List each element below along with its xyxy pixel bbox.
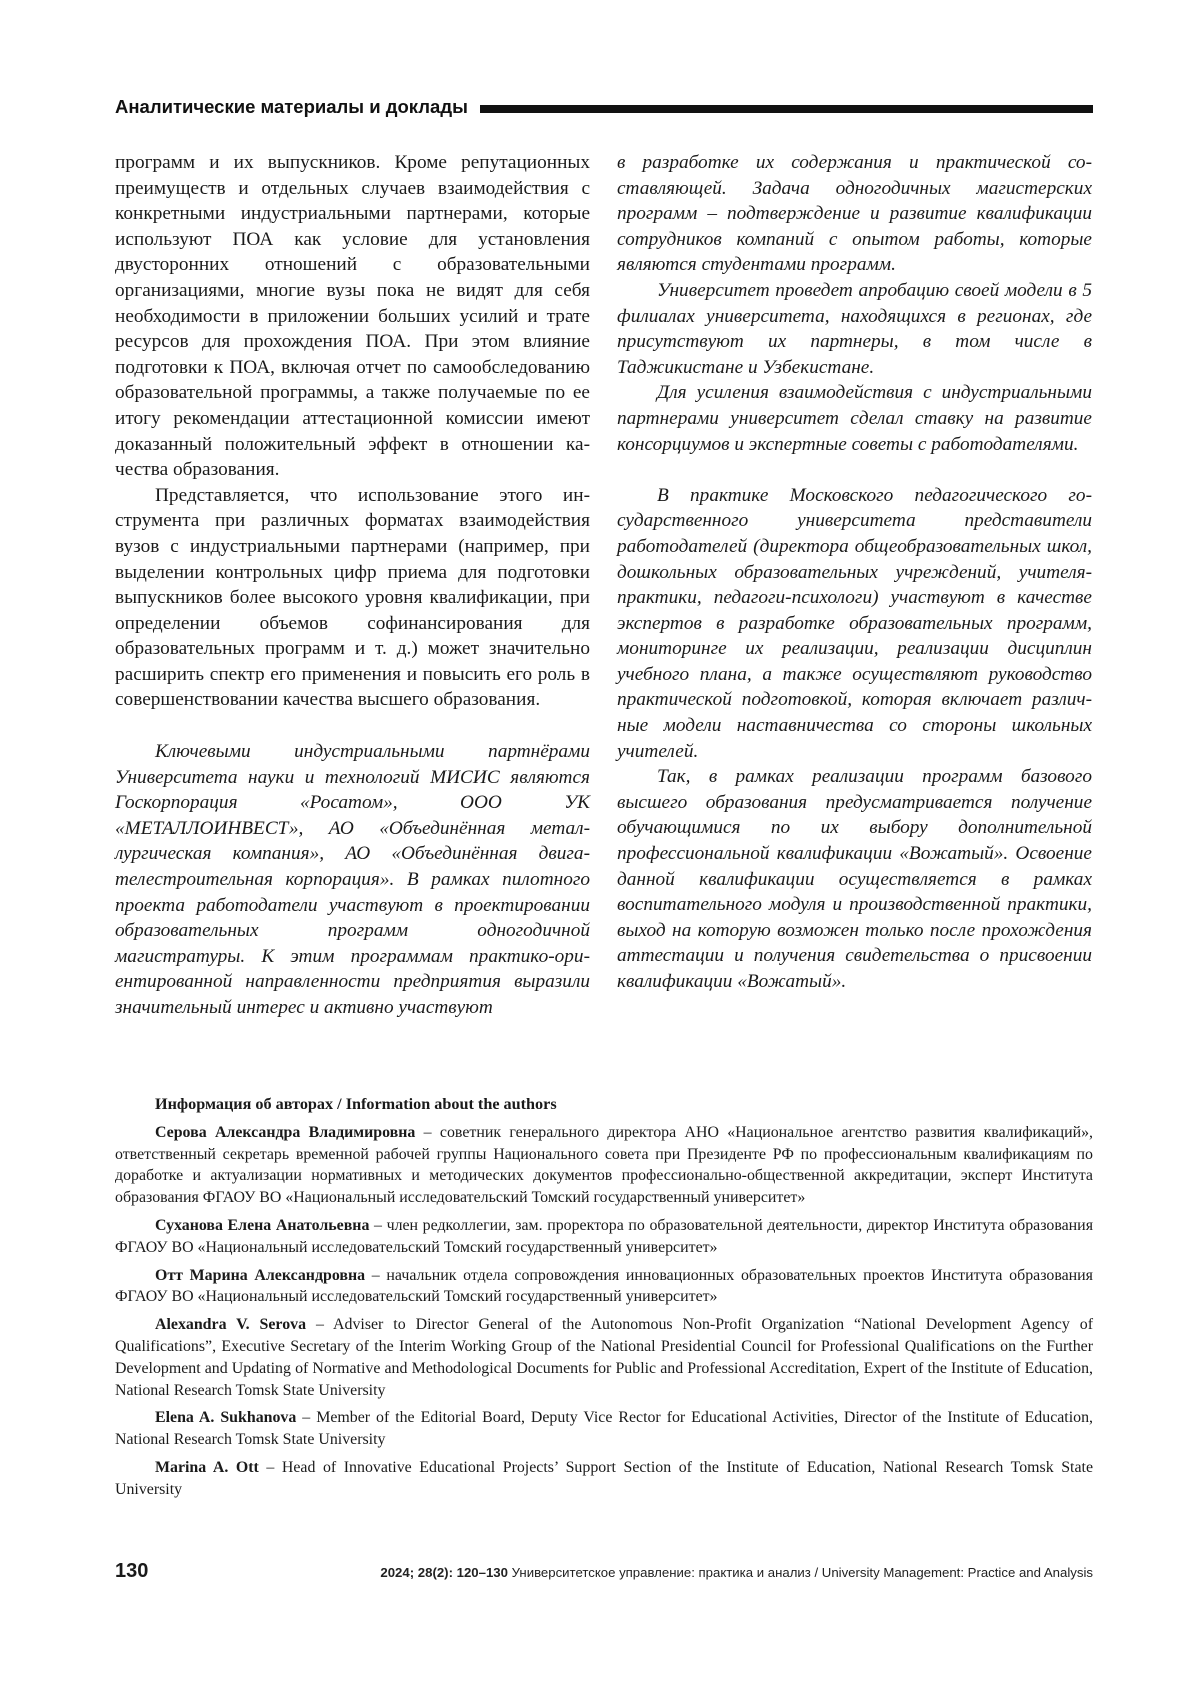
citation-volume: 2024; 28(2): 120–130 xyxy=(380,1565,508,1580)
author-description: – Adviser to Director General of the Autonomous Non-Profit Organization “National Development Agency of Qualifications”, Executive Secretary of the Interim Working Group of the National Presidential Council for Professional Qualifications on the Further Development and Updating of Normative and Methodological Documents for Public and Professional Accreditation, Expert of the Institute of Education, National Research Tomsk State University xyxy=(115,1316,1093,1398)
author-name: Отт Марина Александровна xyxy=(155,1267,365,1284)
authors-heading: Информация об авторах / Information about the authors xyxy=(155,1094,1093,1116)
left-column xyxy=(115,150,590,1021)
author-entry xyxy=(115,1122,1093,1209)
author-name: Суханова Елена Анатольевна xyxy=(155,1217,369,1234)
right-paragraph-4: В практике Московского педагогического го­сударственного университета представители работодателей (директора общеобразователь­ных школ, дошкольных образовательных учреж­дений, учителя-практики, педагоги-психологи) участвуют в качестве экспертов в разработке образовательных программ, мониторинге их реа­лизации, реализации дисциплин учебного плана, а также осуществляют руководство практи­ческой подготовкой, которая включает различ­ные модели наставничества со стороны школь­ных учителей. xyxy=(617,483,1092,765)
paragraph-gap xyxy=(617,457,1092,483)
author-description: – советник генерального директора АНО «Национальное агентство развития квалификаций», ответственный секретарь временной рабочей группы Национального совета при Президенте РФ по профессиональным квалификациям по доработке и актуализации нормативных и методических документов профессионально-общественной аккредитации, эксперт Института образования ФГАОУ ВО «Национальный исследовательский Томский государственный университет» xyxy=(115,1124,1093,1206)
authors-section xyxy=(115,1094,1093,1507)
right-paragraph-2: Университет проведет апробацию своей моде­ли в 5 филиалах университета, находящихся в ре­гионах, где присутствуют их партнеры, в том числе в Таджикистане и Узбекистане. xyxy=(617,278,1092,380)
author-description: – Member of the Editorial Board, Deputy Vice Rector for Educational Activities, Director of the Institute of Education, National Research Tomsk State University xyxy=(115,1409,1093,1448)
journal-citation xyxy=(380,1565,1093,1580)
author-name: Alexandra V. Serova xyxy=(155,1316,306,1333)
author-description: – начальник отдела сопровождения инновационных образовательных проектов Института образования ФГАОУ ВО «Национальный исследовательский Томский государственный университет» xyxy=(115,1267,1093,1306)
right-column xyxy=(617,150,1092,995)
paragraph-gap xyxy=(115,713,590,739)
right-paragraph-5: Так, в рамках реализации программ базового высшего образования предусматривается полу­чение обучающимися по их выбору дополнитель­ной профессиональной квалификации «Вожатый». Освоение данной квалификации осуществляет­ся в рамках воспитательного модуля и производ­ственной практики, выход на которую возможен только после прохождения аттестации и полу­чения свидетельства о присвоении квалификации «Вожатый». xyxy=(617,764,1092,994)
citation-journal: Университетское управление: практика и анализ / University Management: Practice and Analysis xyxy=(508,1565,1093,1580)
right-paragraph-1: в разработке их содержания и практической со­ставляющей. Задача одногодичных магистерских программ – подтверждение и развитие квалифи­кации сотрудников компаний с опытом работы, которые являются студентами программ. xyxy=(617,150,1092,278)
author-name: Marina A. Ott xyxy=(155,1459,259,1476)
page-footer xyxy=(115,1560,1093,1586)
page-number: 130 xyxy=(115,1560,148,1583)
author-entry xyxy=(115,1407,1093,1451)
author-description: – Head of Innovative Educational Projects’ Support Section of the Institute of Education, National Research Tomsk State University xyxy=(115,1459,1093,1498)
author-name: Серова Александра Владимировна xyxy=(155,1124,415,1141)
author-name: Elena A. Sukhanova xyxy=(155,1409,296,1426)
author-entry xyxy=(115,1265,1093,1309)
author-entry xyxy=(115,1314,1093,1401)
author-description: – член редколлегии, зам. проректора по образовательной деятельности, директор Института образования ФГАОУ ВО «Национальный исследовательский Томский государственный университет» xyxy=(115,1217,1093,1256)
running-header xyxy=(115,94,1093,120)
author-entry xyxy=(115,1457,1093,1501)
section-title: Аналитические материалы и доклады xyxy=(115,96,468,118)
author-entry xyxy=(115,1215,1093,1259)
header-rule xyxy=(480,105,1093,113)
journal-page xyxy=(0,0,1200,1697)
left-paragraph-3: Ключевыми индустриальными партнёра­ми Университета науки и технологий МИСИС являются Госкорпорация «Росатом», ООО УК «МЕТАЛЛОИНВЕСТ», АО «Объединённая метал­лургическая компания», АО «Объединённая двига­телестроительная корпорация». В рамках пилот­ного проекта работодатели участвуют в проекти­ровании образовательных программ одногодичной магистратуры. К этим программам практико-ори­ентированной направленности предприятия выра­зили значительный интерес и активно участвуют xyxy=(115,739,590,1021)
left-paragraph-2: Представляется, что использование этого ин­струмента при различных форматах взаимодей­ствия вузов с индустриальными партнерами (на­пример, при выделении контрольных цифр при­ема для подготовки выпускников более высокого уровня квалификации, при определении объемов софинансирования для образовательных программ и т. д.) может значительно расширить спектр его применения и повысить его роль в совершенство­вании качества высшего образования. xyxy=(115,483,590,713)
right-paragraph-3: Для усиления взаимодействия с индустри­альными партнерами университет сделал став­ку на развитие консорциумов и экспертные сове­ты с работодателями. xyxy=(617,380,1092,457)
left-paragraph-1: программ и их выпускников. Кроме репутацион­ных преимуществ и отдельных случаев взаимодей­ствия с конкретными индустриальными партне­рами, которые используют ПОА как условие для установления двусторонних отношений с образова­тельными организациями, многие вузы пока не ви­дят для себя необходимости в приложении боль­ших усилий и трате ресурсов для прохождения ПОА. При этом влияние подготовки к ПОА, вклю­чая отчет по самообследованию образовательной программы, а также получаемые по ее итогу реко­мендации аттестационной комиссии имеют дока­занный положительный эффект в отношении ка­чества образования. xyxy=(115,150,590,483)
